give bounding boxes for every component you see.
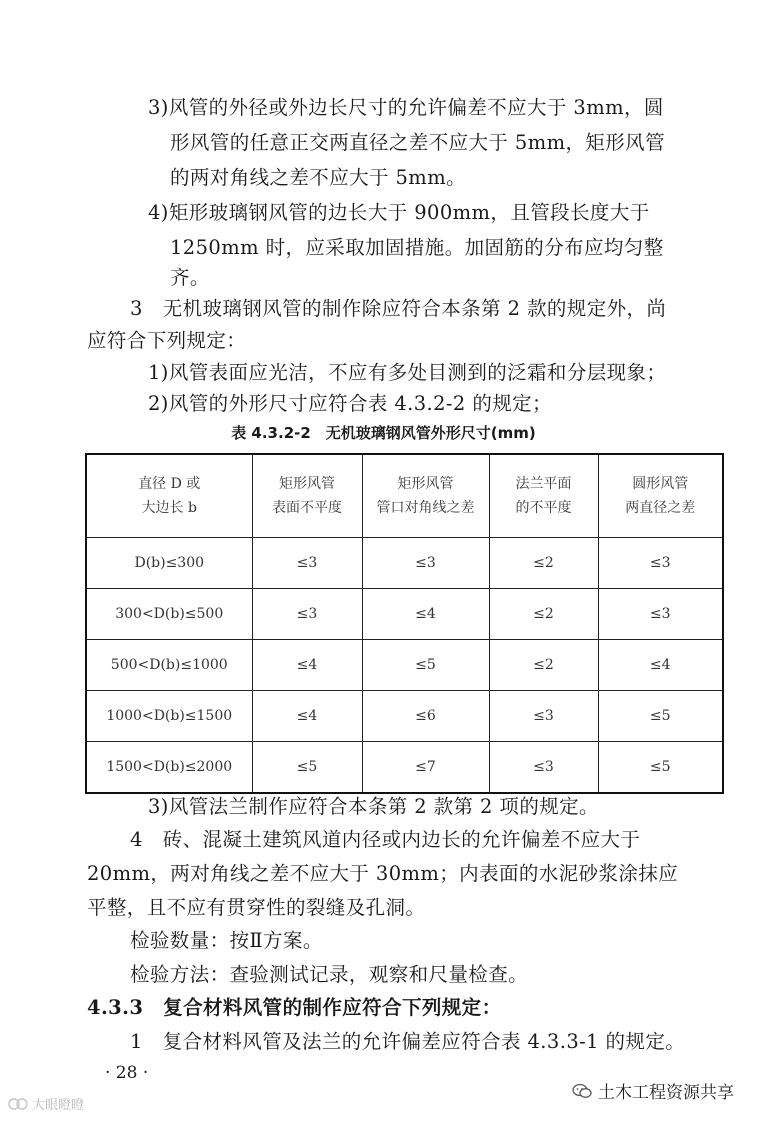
header-cell: 圆形风管 两直径之差	[598, 454, 723, 538]
text-line: 1 复合材料风管及法兰的允许偏差应符合表 4.3.3-1 的规定。	[130, 1030, 686, 1053]
header-cell: 直径 D 或 大边长 b	[86, 454, 252, 538]
text-line: 3)风管的外径或外边长尺寸的允许偏差不应大于 3mm，圆	[148, 96, 664, 119]
text-line: 4)矩形玻璃钢风管的边长大于 900mm，且管段长度大于	[148, 201, 650, 224]
text-line: 2)风管的外形尺寸应符合表 4.3.2-2 的规定；	[148, 392, 552, 415]
table-cell: ≤5	[598, 742, 723, 794]
table-caption: 表 4.3.2-2 无机玻璃钢风管外形尺寸(mm)	[231, 424, 536, 442]
table-cell: ≤3	[598, 589, 723, 640]
text-line: 形风管的任意正交两直径之差不应大于 5mm，矩形风管	[170, 131, 665, 154]
table-cell: ≤4	[252, 691, 362, 742]
text-line: 3)风管法兰制作应符合本条第 2 款第 2 项的规定。	[148, 795, 599, 818]
text-line: 4 砖、混凝土建筑风道内径或内边长的允许偏差不应大于	[130, 828, 641, 851]
table-header-row	[86, 454, 723, 538]
table-cell: ≤3	[252, 538, 362, 589]
table-cell: 500<D(b)≤1000	[86, 640, 252, 691]
text-line: 3 无机玻璃钢风管的制作除应符合本条第 2 款的规定外，尚	[130, 297, 667, 320]
table-cell: ≤3	[489, 691, 598, 742]
text-line: 20mm，两对角线之差不应大于 30mm；内表面的水泥砂浆涂抹应	[87, 862, 679, 885]
watermark-text: 大眼瞪瞪	[32, 1098, 85, 1113]
watermark-right	[572, 1078, 734, 1103]
table-cell: 300<D(b)≤500	[86, 589, 252, 640]
text-line: 检验数量：按Ⅱ方案。	[130, 929, 323, 952]
text-line: 检验方法：查验测试记录，观察和尺量检查。	[130, 963, 529, 986]
table-cell: ≤3	[598, 538, 723, 589]
table-row	[86, 742, 723, 794]
wechat-icon	[572, 1083, 592, 1099]
text-line: 应符合下列规定：	[87, 329, 247, 352]
table-cell: 1500<D(b)≤2000	[86, 742, 252, 794]
header-cell: 矩形风管 表面不平度	[252, 454, 362, 538]
text-line: 平整，且不应有贯穿性的裂缝及孔洞。	[87, 896, 426, 919]
table-cell: ≤5	[598, 691, 723, 742]
watermark-left	[8, 1094, 84, 1113]
table-cell: ≤5	[362, 640, 489, 691]
logo-icon	[8, 1096, 28, 1112]
table-cell: ≤2	[489, 589, 598, 640]
header-cell: 矩形风管 管口对角线之差	[362, 454, 489, 538]
page-number: · 28 ·	[105, 1063, 149, 1083]
table-cell: ≤6	[362, 691, 489, 742]
table-cell: ≤5	[252, 742, 362, 794]
table-cell: ≤3	[489, 742, 598, 794]
section-heading: 4.3.3 复合材料风管的制作应符合下列规定：	[87, 996, 502, 1019]
table-cell: 1000<D(b)≤1500	[86, 691, 252, 742]
header-cell: 法兰平面 的不平度	[489, 454, 598, 538]
table-cell: ≤2	[489, 538, 598, 589]
table-cell: ≤3	[362, 538, 489, 589]
table-cell: ≤2	[489, 640, 598, 691]
table-row	[86, 640, 723, 691]
table-row	[86, 691, 723, 742]
text-line: 1)风管表面应光洁，不应有多处目测到的泛霜和分层现象；	[148, 361, 667, 384]
table-row	[86, 589, 723, 640]
text-line: 齐。	[170, 266, 210, 289]
table-row	[86, 538, 723, 589]
text-line: 1250mm 时，应采取加固措施。加固筋的分布应均匀整	[170, 236, 664, 259]
table-cell: ≤4	[362, 589, 489, 640]
table-cell: ≤4	[598, 640, 723, 691]
watermark-text: 土木工程资源共享	[598, 1083, 734, 1103]
table-cell: ≤3	[252, 589, 362, 640]
dimension-table	[85, 453, 724, 794]
table-cell: D(b)≤300	[86, 538, 252, 589]
table-cell: ≤4	[252, 640, 362, 691]
table-cell: ≤7	[362, 742, 489, 794]
text-line: 的两对角线之差不应大于 5mm。	[170, 166, 466, 189]
